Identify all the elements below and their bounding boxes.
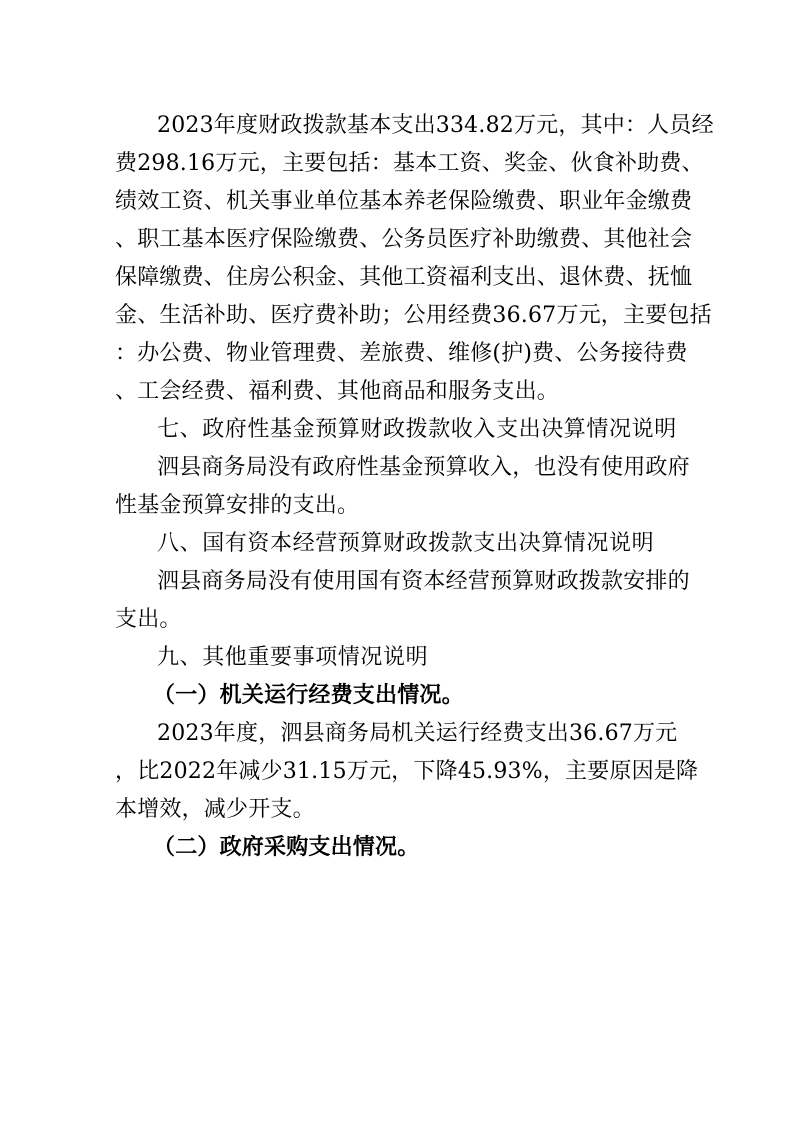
section-heading-9: 九、其他重要事项情况说明 xyxy=(157,645,429,670)
body-text-line: 本增效，减少开支。 xyxy=(115,797,315,822)
subsection-heading-2: （二）政府采购支出情况。 xyxy=(153,835,420,860)
section-heading-7: 七、政府性基金预算财政拨款收入支出决算情况说明 xyxy=(157,417,677,442)
body-text-line: 泗县商务局没有使用国有资本经营预算财政拨款安排的 xyxy=(157,569,690,594)
body-text-line: 性基金预算安排的支出。 xyxy=(115,493,360,518)
body-text-line: 、职工基本医疗保险缴费、公务员医疗补助缴费、其他社会 xyxy=(115,227,693,252)
body-text-line: 绩效工资、机关事业单位基本养老保险缴费、职业年金缴费 xyxy=(115,189,693,214)
subsection-heading-1: （一）机关运行经费支出情况。 xyxy=(153,683,464,708)
section-heading-8: 八、国有资本经营预算财政拨款支出决算情况说明 xyxy=(157,531,655,556)
body-text-line: 2023年度，泗县商务局机关运行经费支出36.67万元 xyxy=(157,721,678,746)
body-text-line: ，比2022年减少31.15万元，下降45.93%，主要原因是降 xyxy=(115,759,699,784)
body-text-line: ：办公费、物业管理费、差旅费、维修(护)费、公务接待费 xyxy=(115,341,688,366)
body-text-line: 2023年度财政拨款基本支出334.82万元，其中：人员经 xyxy=(157,113,714,138)
body-text-line: 保障缴费、住房公积金、其他工资福利支出、退休费、抚恤 xyxy=(115,265,693,290)
body-text-line: 金、生活补助、医疗费补助；公用经费36.67万元，主要包括 xyxy=(115,303,712,328)
body-text-line: 、工会经费、福利费、其他商品和服务支出。 xyxy=(115,379,560,404)
body-text-line: 支出。 xyxy=(115,607,182,632)
body-text-line: 泗县商务局没有政府性基金预算收入，也没有使用政府 xyxy=(157,455,690,480)
body-text-line: 费298.16万元，主要包括：基本工资、奖金、伙食补助费、 xyxy=(115,151,704,176)
